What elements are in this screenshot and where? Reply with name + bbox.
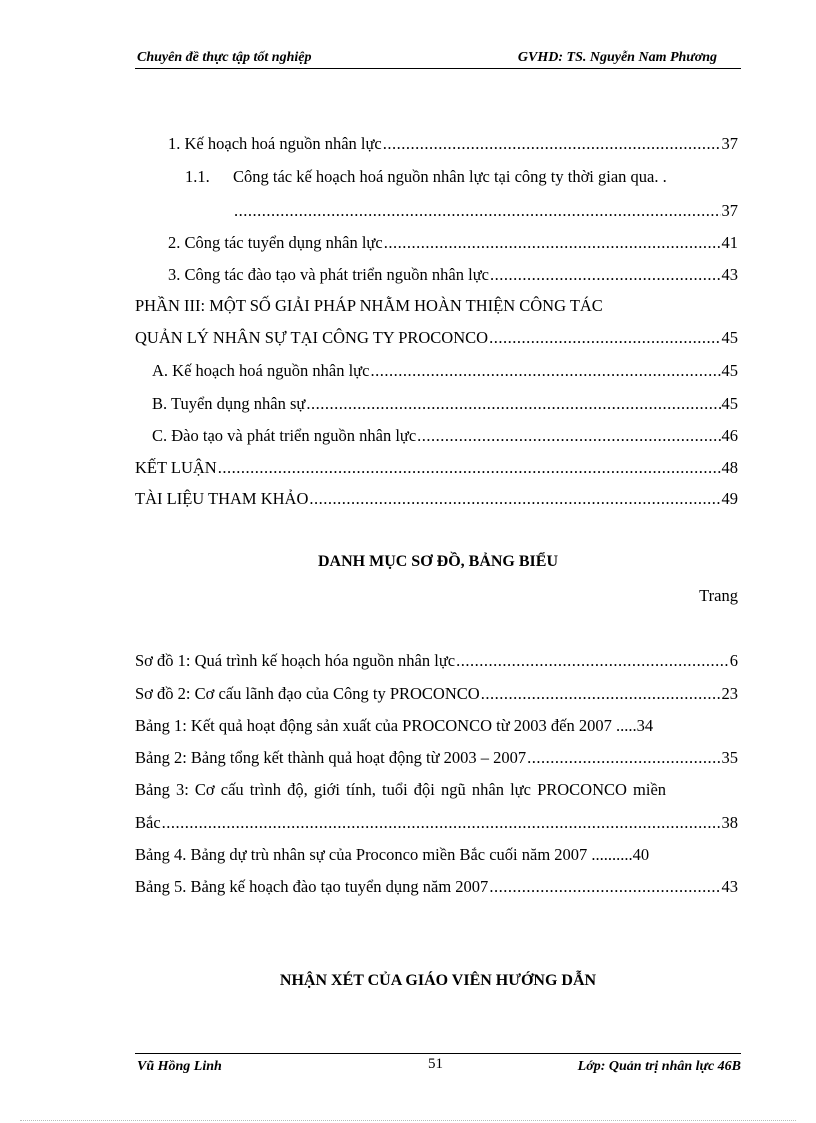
toc-entry-page: 45 [721,361,738,380]
toc-leader [456,651,729,671]
toc-entry-page: 45 [721,328,738,347]
toc-leader [370,361,720,381]
toc-leader [384,233,721,253]
toc-entry-text: B. Tuyển dụng nhân sự [152,394,306,413]
toc-leader [489,877,720,897]
toc-entry-page: 46 [721,426,738,445]
toc-leader [162,813,721,833]
toc-entry-page: 37 [721,201,738,220]
page-footer [135,1053,741,1084]
figure-entry-text: Bảng 2: Bảng tổng kết thành quả hoạt động từ 2003 – 2007 [135,748,527,767]
toc-leader [417,426,720,446]
page-header [135,48,741,69]
figure-entry-page: 23 [721,684,738,703]
figure-entry-text: Sơ đồ 2: Cơ cấu lãnh đạo của Công ty PROCONCO [135,684,480,703]
figure-entry-page: 40 [632,845,650,864]
toc-entry [185,167,738,187]
toc-entry [135,489,738,509]
toc-entry [152,426,738,446]
toc-entry [135,458,738,478]
header-title: Chuyên đề thực tập tốt nghiệp [137,50,312,65]
figure-entry-text: Bảng 3: Cơ cấu trình độ, giới tính, tuổi đội ngũ nhân lực PROCONCO miền [135,780,667,799]
toc-leader [306,394,720,414]
figure-entry [135,780,738,800]
toc-leader [489,328,720,348]
header-advisor: GVHD: TS. Nguyễn Nam Phương [517,50,717,65]
toc-entry-continuation [234,201,738,221]
toc-entry-text: TÀI LIỆU THAM KHẢO [135,489,309,508]
toc-entry [168,233,738,253]
toc-entry-page: 45 [721,394,738,413]
figure-entry-continuation [135,813,738,833]
toc-entry-number: 1.1. [185,167,210,186]
toc-entry-page: 43 [721,265,738,284]
footer-author: Vũ Hồng Linh [137,1059,222,1074]
figure-entry [135,716,738,736]
figure-entry-text: Sơ đồ 1: Quá trình kế hoạch hóa nguồn nhân lực [135,651,456,670]
toc-entry-text: PHẦN III: MỘT SỐ GIẢI PHÁP NHẰM HOÀN THIỆN CÔNG TÁC [135,296,603,315]
figure-entry-text: Bắc [135,813,161,832]
figure-entry-page: 38 [721,813,738,832]
figure-entry [135,748,738,768]
toc-entry-text: QUẢN LÝ NHÂN SỰ TẠI CÔNG TY PROCONCO [135,328,489,347]
toc-entry [135,296,738,316]
figure-entry-page: 6 [729,651,738,670]
footer-page-number: 51 [428,1056,443,1072]
toc-leader [234,201,721,221]
figure-entry [135,845,738,865]
toc-leader [383,134,721,154]
figure-entry-text: Bảng 4. Bảng dự trù nhân sự của Proconco miền Bắc cuối năm 2007 .......... [135,845,633,864]
toc-leader [481,684,721,704]
figures-list-heading: DANH MỤC SƠ ĐỒ, BẢNG BIỂU [317,553,558,570]
figure-entry-text: Bảng 5. Bảng kế hoạch đào tạo tuyển dụng năm 2007 [135,877,489,896]
toc-leader [309,489,720,509]
toc-entry [152,361,738,381]
toc-entry [168,265,738,285]
toc-entry-text: 1. Kế hoạch hoá nguồn nhân lực [168,134,382,153]
page-edge-divider [20,1120,796,1121]
page-column-label: Trang [699,586,738,605]
toc-entry-page: 48 [721,458,738,477]
footer-class: Lớp: Quản trị nhân lực 46B [577,1059,741,1074]
figure-entry [135,651,738,671]
figure-entry-text: Bảng 1: Kết quả hoạt động sản xuất của PROCONCO từ 2003 đến 2007 ..... [135,716,637,735]
figure-entry-page: 34 [636,716,654,735]
toc-entry-page: 41 [721,233,738,252]
figure-entry [135,684,738,704]
toc-entry-text: C. Đào tạo và phát triển nguồn nhân lực [152,426,417,445]
toc-entry-text: 3. Công tác đào tạo và phát triển nguồn nhân lực [168,265,489,284]
figure-entry-page: 43 [721,877,738,896]
toc-entry [135,328,738,348]
toc-leader [527,748,720,768]
review-heading: NHẬN XÉT CỦA GIÁO VIÊN HƯỚNG DẪN [279,972,597,989]
toc-leader [218,458,721,478]
toc-entry-text: 2. Công tác tuyển dụng nhân lực [168,233,383,252]
toc-entry-text: A. Kế hoạch hoá nguồn nhân lực [152,361,370,380]
toc-entry [152,394,738,414]
toc-entry-text: Công tác kế hoạch hoá nguồn nhân lực tại công ty thời gian qua. . [233,167,667,186]
toc-entry [168,134,738,154]
figure-entry-page: 35 [721,748,738,767]
toc-entry-text: KẾT LUẬN [135,458,217,477]
figure-entry [135,877,738,897]
toc-leader [490,265,721,285]
toc-entry-page: 49 [721,489,738,508]
toc-entry-page: 37 [721,134,738,153]
